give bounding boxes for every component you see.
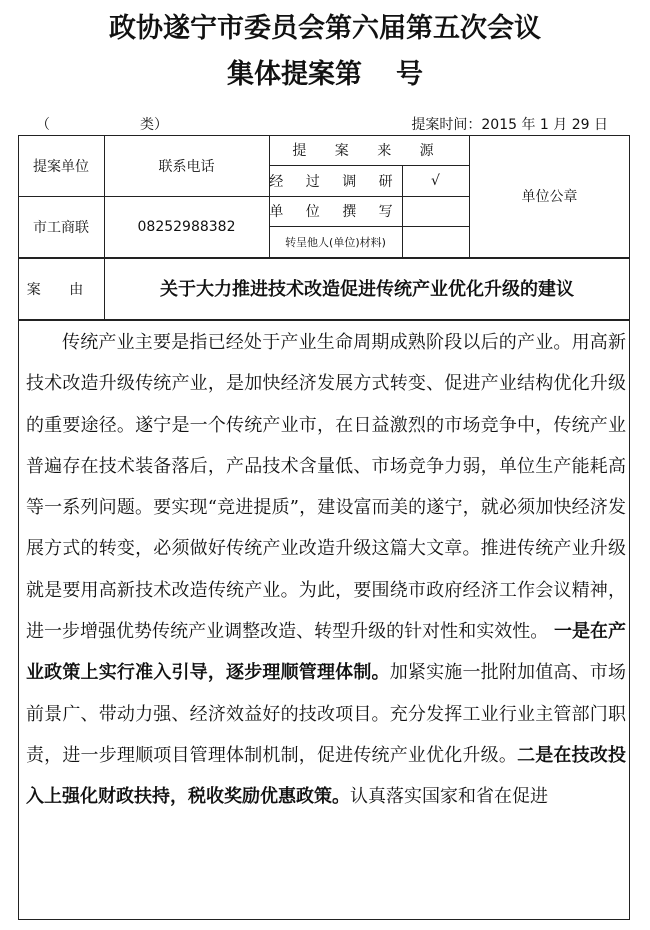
row-divider	[18, 319, 630, 321]
body-emphasis: 一是在产业政策上实行准入引导，逐步理顺管理体制。	[26, 621, 626, 684]
document-title: 政协遂宁市委员会第六届第五次会议	[109, 13, 541, 44]
proposer-label: 提案单位	[33, 158, 89, 175]
proposal-number-title	[0, 52, 650, 91]
contact-label: 联系电话	[158, 158, 215, 175]
source-research-checkmark: √	[431, 172, 440, 189]
proposal-body	[26, 322, 626, 818]
body-paragraph: 加紧实施一批附加值高、市场前景广、带动力强、经济效益好的技改项目。充分发挥工业行业主管部门职责，进一步理顺项目管理体制机制，促进传统产业优化升级。	[26, 662, 626, 766]
source-label: 提 案 来 源	[292, 143, 446, 159]
body-paragraph: 认真落实国家和省在促进	[350, 786, 548, 808]
reason-label: 案 由	[26, 281, 96, 298]
source-unit-label: 单 位 撰 写	[269, 204, 402, 220]
category-close: 类）	[140, 117, 168, 133]
proposal-number-prefix: 集体提案第	[227, 59, 362, 90]
reason-title: 关于大力推进技术改造促进传统产业优化升级的建议	[160, 279, 574, 300]
source-research-label: 经 过 调 研	[269, 173, 402, 190]
body-emphasis: 二是在技改投入上强化财政扶持，税收奖励优惠政策。	[26, 744, 626, 808]
submit-time: 提案时间：2015 年 1 月 29 日	[411, 117, 608, 133]
contact-value: 08252988382	[137, 218, 236, 235]
source-forward-label: 转呈他人(单位)材料)	[285, 235, 386, 249]
body-paragraph: 传统产业主要是指已经处于产业生命周期成熟阶段以后的产业。用高新技术改造升级传统产业，是加快经济发展方式转变、促进产业结构优化升级的重要途径。遂宁是一个传统产业市，在日益激烈的市场竞争中，传统产业普遍存在技术装备落后，产品技术含量低、市场竞争力弱，单位生产能耗高等一系列问题。要实现“竞进提质”，建设富而美的遂宁，就必须加快经济发展方式的转变，必须做好传统产业改造升级这篇大文章。推进传统产业升级就是要用高新技术改造传统产业。为此，要围绕市政府经济工作会议精神，进一步增强优势传统产业调整改造、转型升级的针对性和实效性。	[26, 332, 626, 643]
category-open: （	[36, 117, 50, 133]
proposer-value: 市工商联	[33, 219, 89, 236]
proposal-number-suffix: 号	[396, 59, 423, 90]
seal-label: 单位公章	[521, 189, 578, 205]
category-field	[36, 114, 168, 134]
